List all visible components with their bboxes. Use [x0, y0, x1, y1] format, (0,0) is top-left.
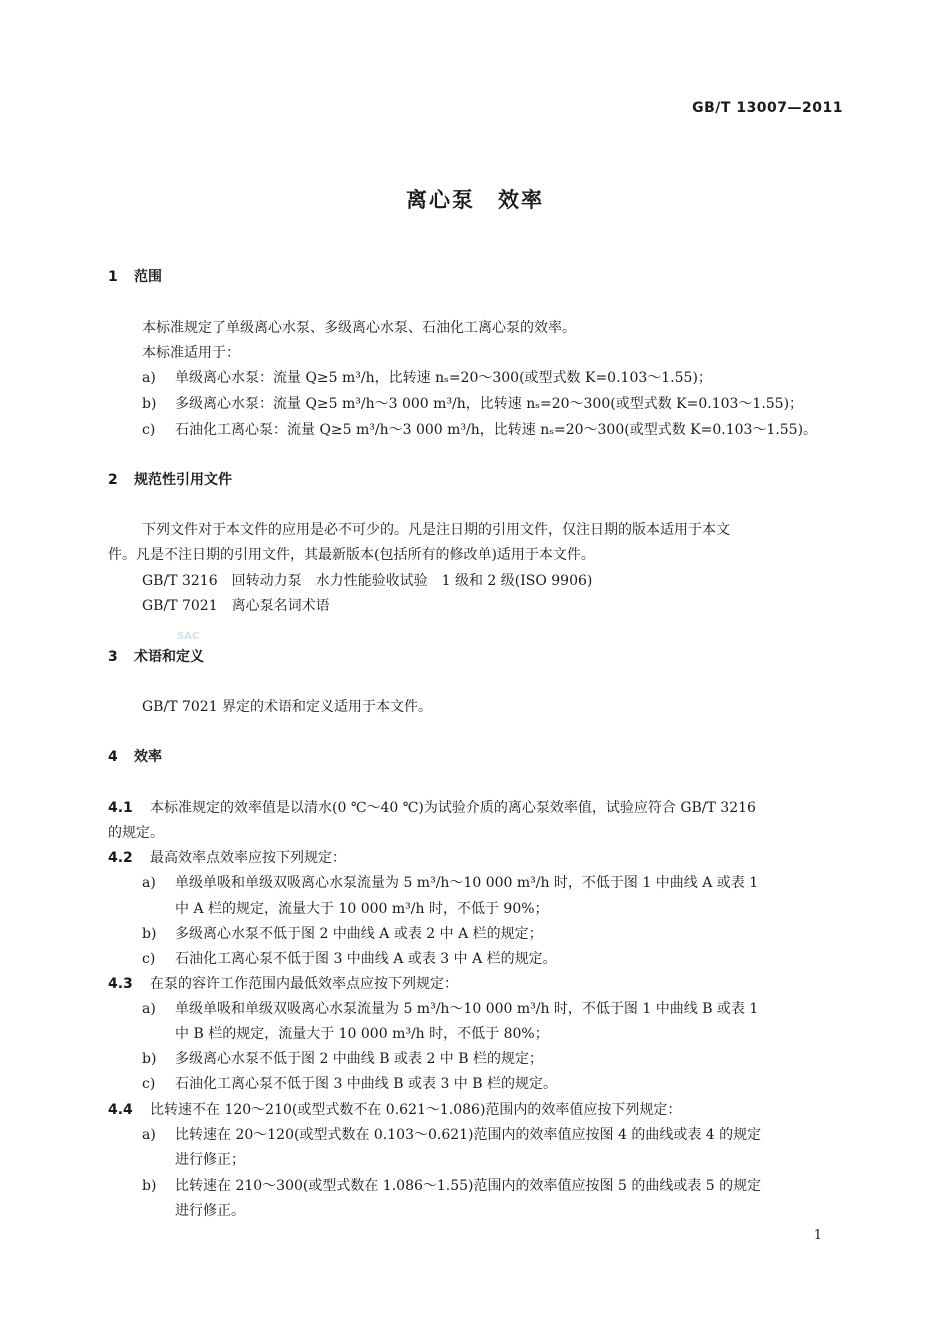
list-continuation: 进行修正。 — [175, 1203, 245, 1219]
list-marker: c) — [142, 951, 156, 967]
section-number: 3 — [108, 649, 118, 665]
list-text: 比转速在 210～300(或型式数在 1.086～1.55)范围内的效率值应按图 5 的曲线或表 5 的规定 — [175, 1178, 762, 1194]
list-text: 比转速在 20～120(或型式数在 0.103～0.621)范围内的效率值应按图 4 的曲线或表 4 的规定 — [175, 1127, 762, 1143]
list-item — [142, 923, 543, 943]
list-continuation: 中 B 栏的规定，流量大于 10 000 m³/h 时，不低于 80%； — [175, 1026, 549, 1042]
list-text: 单级单吸和单级双吸离心水泵流量为 5 m³/h～10 000 m³/h 时，不低于图 1 中曲线 A 或表 1 — [175, 875, 759, 891]
list-item — [142, 1124, 761, 1144]
page-number: 1 — [813, 1228, 822, 1243]
section-heading-normative-references — [108, 469, 232, 489]
list-marker: a) — [142, 370, 156, 386]
section-number: 2 — [108, 472, 118, 488]
list-marker: b) — [142, 1178, 157, 1194]
clause — [108, 847, 346, 867]
paragraph: GB/T 7021 界定的术语和定义适用于本文件。 — [142, 699, 433, 715]
clause-text: 在泵的容许工作范围内最低效率点应按下列规定： — [150, 976, 458, 992]
section-title: 术语和定义 — [134, 649, 204, 665]
list-marker: b) — [142, 1051, 157, 1067]
clause — [108, 973, 458, 993]
clause-text: 最高效率点效率应按下列规定： — [150, 850, 346, 866]
section-number: 4 — [108, 749, 118, 765]
clause-continuation: 的规定。 — [108, 825, 164, 841]
list-marker: b) — [142, 926, 157, 942]
list-text: 石油化工离心泵：流量 Q≥5 m³/h～3 000 m³/h，比转速 nₛ=20～300(或型式数 K=0.103～1.55)。 — [175, 422, 818, 438]
paragraph: 下列文件对于本文件的应用是必不可少的。凡是注日期的引用文件，仅注日期的版本适用于本文 — [142, 522, 730, 538]
list-text: 单级单吸和单级双吸离心水泵流量为 5 m³/h～10 000 m³/h 时，不低于图 1 中曲线 B 或表 1 — [175, 1001, 759, 1017]
list-marker: a) — [142, 1127, 156, 1143]
section-title: 效率 — [134, 749, 162, 765]
list-item — [142, 998, 758, 1018]
section-heading-terms — [108, 646, 204, 666]
list-text: 单级离心水泵：流量 Q≥5 m³/h，比转速 nₛ=20～300(或型式数 K=0.103～1.55)； — [175, 370, 712, 386]
paragraph: 本标准规定了单级离心水泵、多级离心水泵、石油化工离心泵的效率。 — [142, 320, 576, 336]
paragraph: 本标准适用于： — [142, 345, 240, 361]
section-number: 1 — [108, 269, 118, 285]
list-text: 石油化工离心泵不低于图 3 中曲线 A 或表 3 中 A 栏的规定。 — [175, 951, 557, 967]
list-text: 石油化工离心泵不低于图 3 中曲线 B 或表 3 中 B 栏的规定。 — [175, 1076, 557, 1092]
list-text: 多级离心水泵：流量 Q≥5 m³/h～3 000 m³/h，比转速 nₛ=20～300(或型式数 K=0.103～1.55)； — [175, 396, 804, 412]
clause — [108, 797, 756, 817]
clause-text: 本标准规定的效率值是以清水(0 ℃～40 ℃)为试验介质的离心泵效率值，试验应符合 GB/T 3216 — [150, 800, 756, 816]
list-item — [142, 367, 712, 387]
clause-number: 4.4 — [108, 1102, 133, 1118]
section-heading-efficiency — [108, 746, 162, 766]
sac-watermark-icon — [176, 628, 200, 642]
standard-number: GB/T 13007—2011 — [692, 100, 843, 116]
paragraph: 件。凡是不注日期的引用文件，其最新版本(包括所有的修改单)适用于本文件。 — [108, 547, 595, 563]
list-item — [142, 1048, 543, 1068]
list-item — [142, 393, 803, 413]
list-item — [142, 948, 557, 968]
watermark-text: SAC — [177, 631, 200, 642]
list-marker: c) — [142, 1076, 156, 1092]
clause-number: 4.1 — [108, 800, 133, 816]
list-marker: a) — [142, 875, 156, 891]
clause — [108, 1099, 681, 1119]
section-heading-scope — [108, 266, 162, 286]
list-text: 多级离心水泵不低于图 2 中曲线 B 或表 2 中 B 栏的规定； — [175, 1051, 543, 1067]
clause-number: 4.2 — [108, 850, 133, 866]
reference-item: GB/T 7021 离心泵名词术语 — [142, 598, 330, 614]
section-title: 规范性引用文件 — [134, 472, 232, 488]
list-marker: b) — [142, 396, 157, 412]
list-item — [142, 1073, 557, 1093]
list-marker: a) — [142, 1001, 156, 1017]
document-title: 离心泵 效率 — [406, 188, 544, 212]
list-item — [142, 872, 758, 892]
section-title: 范围 — [134, 269, 162, 285]
clause-text: 比转速不在 120～210(或型式数不在 0.621～1.086)范围内的效率值应按下列规定： — [150, 1102, 682, 1118]
clause-number: 4.3 — [108, 976, 133, 992]
list-text: 多级离心水泵不低于图 2 中曲线 A 或表 2 中 A 栏的规定； — [175, 926, 543, 942]
reference-item: GB/T 3216 回转动力泵 水力性能验收试验 1 级和 2 级(ISO 9906) — [142, 573, 593, 589]
list-marker: c) — [142, 422, 156, 438]
list-continuation: 中 A 栏的规定，流量大于 10 000 m³/h 时，不低于 90%； — [175, 901, 549, 917]
list-item — [142, 419, 817, 439]
list-continuation: 进行修正； — [175, 1152, 245, 1168]
list-item — [142, 1175, 761, 1195]
